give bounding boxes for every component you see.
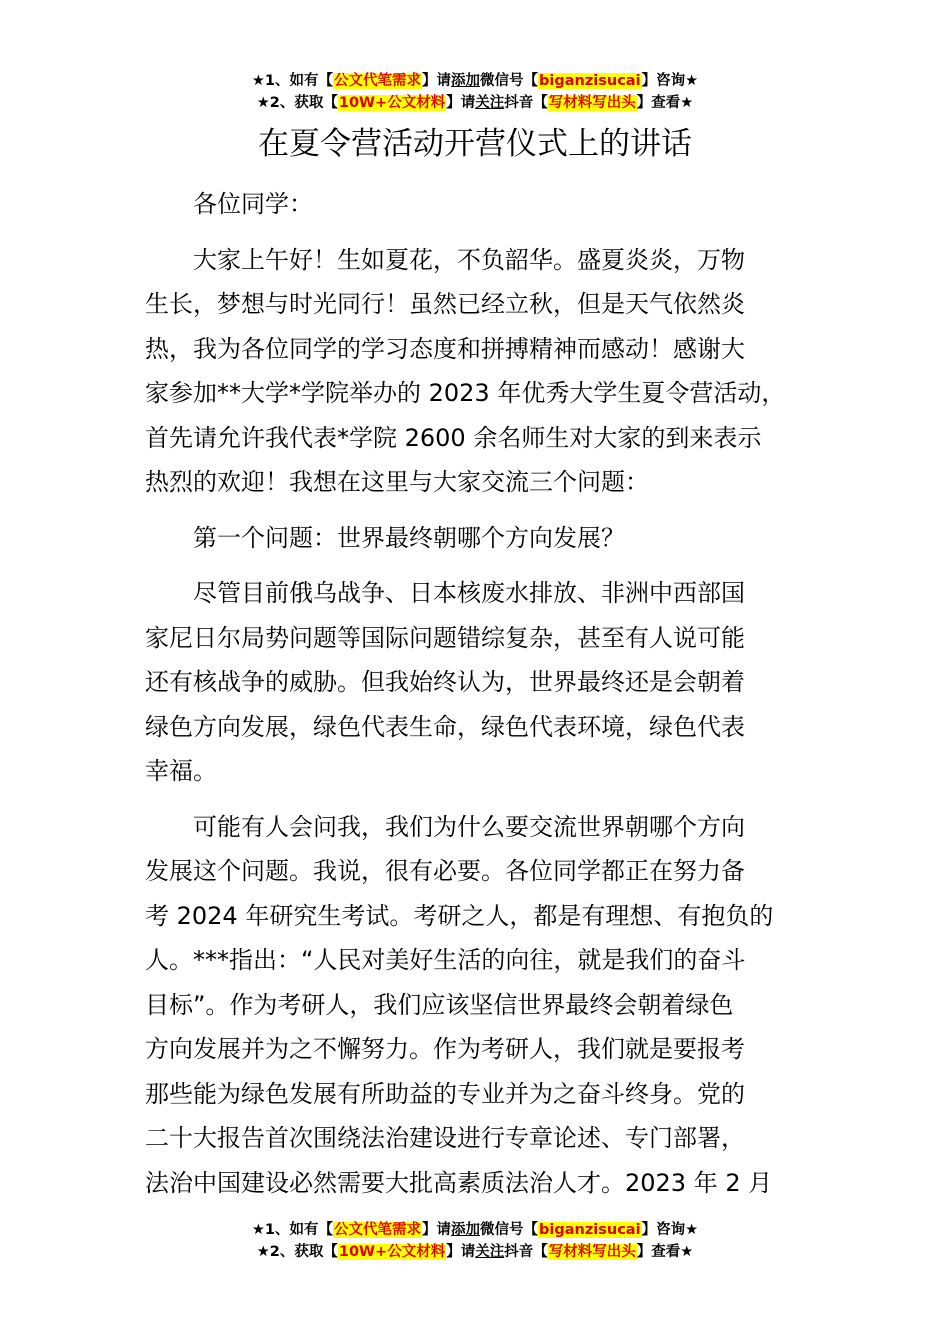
paragraph	[145, 805, 845, 1206]
highlight-wechat-id: biganzisucai	[539, 1222, 641, 1238]
paragraph	[145, 238, 845, 505]
highlight-service: 公文代笔需求	[334, 1222, 422, 1238]
text-line: 热烈的欢迎！我想在这里与大家交流三个问题：	[145, 468, 649, 496]
paragraph	[145, 571, 845, 794]
banner-line-1: ★1、如有【公文代笔需求】请添加微信号【biganzisucai】咨询★	[251, 73, 699, 89]
banner-line-1: ★1、如有【公文代笔需求】请添加微信号【biganzisucai】咨询★	[251, 1222, 699, 1238]
highlight-wechat-id: biganzisucai	[539, 73, 641, 89]
text-line: 考 2024 年研究生考试。考研之人，都是有理想、有抱负的	[145, 901, 774, 930]
text-line: 方向发展并为之不懈努力。作为考研人，我们就是要报考	[145, 1035, 745, 1063]
footer-banner	[0, 1219, 950, 1263]
banner-line-2: ★2、获取【10W+公文材料】请关注抖音【写材料写出头】查看★	[256, 95, 694, 111]
text-line: 还有核战争的威胁。但我始终认为，世界最终还是会朝着	[145, 668, 745, 696]
banner-line-2: ★2、获取【10W+公文材料】请关注抖音【写材料写出头】查看★	[256, 1244, 694, 1260]
text-line: 绿色方向发展，绿色代表生命，绿色代表环境，绿色代表	[145, 712, 745, 741]
text-line: 家参加**大学*学院举办的 2023 年优秀大学生夏令营活动，	[145, 379, 786, 407]
text-line: 二十大报告首次围绕法治建设进行专章论述、专门部署，	[145, 1124, 745, 1152]
text-line: 生长，梦想与时光同行！虽然已经立秋，但是天气依然炎	[145, 290, 745, 318]
text-line: 法治中国建设必然需要大批高素质法治人才。2023 年 2 月	[145, 1168, 773, 1197]
highlight-douyin-id: 写材料写出头	[548, 1244, 636, 1260]
text-line: 人。***指出：“人民对美好生活的向往，就是我们的奋斗	[145, 946, 746, 974]
document-body	[145, 182, 845, 1216]
highlight-materials: 10W+公文材料	[338, 1244, 446, 1260]
text-line: 第一个问题：世界最终朝哪个方向发展？	[193, 523, 625, 552]
text-line: 幸福。	[145, 757, 217, 785]
document-title: 在夏令营活动开营仪式上的讲话	[258, 126, 692, 162]
text-line: 目标”。作为考研人，我们应该坚信世界最终会朝着绿色	[145, 990, 734, 1019]
highlight-service: 公文代笔需求	[334, 73, 422, 89]
text-line: 尽管目前俄乌战争、日本核废水排放、非洲中西部国	[193, 579, 745, 607]
text-line: 热，我为各位同学的学习态度和拼搏精神而感动！感谢大	[145, 334, 745, 363]
highlight-douyin-id: 写材料写出头	[548, 95, 636, 111]
header-banner	[0, 70, 950, 114]
highlight-materials: 10W+公文材料	[338, 95, 446, 111]
text-line: 大家上午好！生如夏花，不负韶华。盛夏炎炎，万物	[193, 245, 745, 274]
paragraph	[145, 182, 845, 227]
paragraph	[145, 516, 845, 561]
text-line: 首先请允许我代表*学院 2600 余名师生对大家的到来表示	[145, 423, 762, 452]
text-line: 可能有人会问我，我们为什么要交流世界朝哪个方向	[193, 812, 745, 841]
text-line: 那些能为绿色发展有所助益的专业并为之奋斗终身。党的	[145, 1079, 745, 1108]
text-line: 家尼日尔局势问题等国际问题错综复杂，甚至有人说可能	[145, 623, 745, 652]
text-line: 发展这个问题。我说，很有必要。各位同学都正在努力备	[145, 857, 745, 885]
text-line: 各位同学：	[193, 190, 313, 218]
